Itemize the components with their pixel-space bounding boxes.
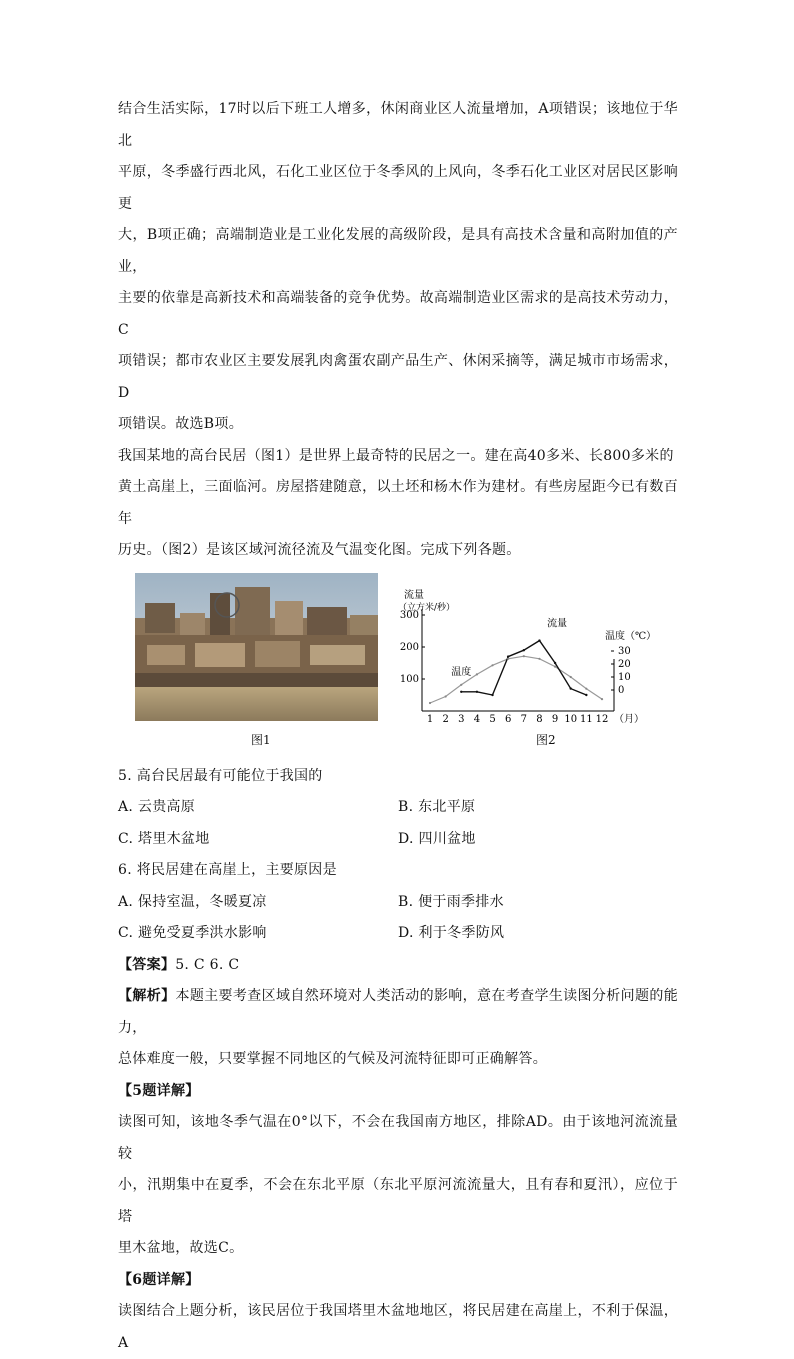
answer-tag: 【答案】 — [118, 956, 176, 973]
flow-point — [460, 690, 462, 692]
text-line: 项错误。故选B项。 — [118, 416, 243, 432]
text-line: 平原，冬季盛行西北风，石化工业区位于冬季风的上风向，冬季石化工业区对居民区影响更 — [118, 164, 678, 212]
q5-option-c: C. 塔里木盆地 — [118, 830, 210, 847]
q5-option-d: D. 四川盆地 — [398, 830, 476, 847]
q5-stem: 5. 高台民居最有可能位于我国的 — [118, 767, 323, 784]
text-line: 我国某地的高台民居（图1）是世界上最奇特的民居之一。建在高40多米、长800多米的 — [118, 447, 674, 464]
x-tick-label: 10 — [564, 713, 578, 725]
temperature-point — [491, 664, 493, 666]
ylabel-left-unit: （立方米/秒） — [398, 602, 456, 613]
flow-point — [538, 639, 540, 641]
ylabel-left: 流量 — [404, 589, 424, 601]
annotation-flow: 流量 — [547, 618, 568, 630]
temperature-point — [460, 683, 462, 685]
annotation-temperature: 温度 — [451, 666, 472, 678]
text-line: 主要的依靠是高新技术和高端装备的竞争优势。故高端制造业区需求的是高技术劳动力，C — [118, 290, 678, 338]
y-tick-label-right: 30 — [618, 645, 631, 657]
flow-point — [476, 690, 478, 692]
temperature-point — [445, 695, 447, 697]
x-tick-label: 1 — [426, 713, 434, 725]
x-axis-unit: （月） — [614, 713, 644, 725]
x-tick-label: 9 — [551, 713, 559, 725]
analysis-text: 本题主要考查区域自然环境对人类活动的影响，意在考查学生读图分析问题的能力， — [118, 988, 679, 1036]
y-tick-label-left: 200 — [399, 641, 419, 653]
q6-option-c: C. 避免受夏季洪水影响 — [118, 925, 267, 941]
text-line: 读图结合上题分析，该民居位于我国塔里木盆地地区，将民居建在高崖上，不利于保温，A — [118, 1303, 678, 1351]
text-line: 总体难度一般，只要掌握不同地区的气候及河流特征即可正确解答。 — [118, 1051, 547, 1067]
series-marks — [429, 616, 603, 704]
x-tick-label: 11 — [579, 713, 593, 725]
figures — [118, 571, 678, 761]
y-tick-label-left: 300 — [399, 609, 419, 621]
x-tick-label: 8 — [536, 713, 543, 725]
temperature-point — [476, 673, 478, 675]
flow-point — [507, 655, 509, 657]
axes — [400, 609, 644, 725]
text-line: 结合生活实际，17时以后下班工人增多，休闲商业区人流量增加，A项错误；该地位于华北 — [118, 101, 678, 149]
y-tick-label-right: 0 — [618, 684, 625, 696]
flow-point — [491, 693, 493, 695]
x-tick-label: 6 — [504, 713, 512, 725]
y-tick-label-left: 100 — [399, 673, 419, 685]
figure2-chart — [398, 589, 660, 729]
figure1-caption: 图1 — [251, 732, 271, 747]
flow-point — [570, 687, 572, 689]
q6-option-b: B. 便于雨季排水 — [398, 893, 504, 910]
figure1-photo — [135, 573, 378, 721]
x-tick-label: 3 — [458, 713, 465, 725]
figure2-caption: 图2 — [536, 732, 556, 747]
flow-point — [554, 661, 556, 663]
temperature-point — [554, 665, 556, 667]
q5-option-a: A. 云贵高原 — [118, 799, 196, 815]
temperature-point — [570, 675, 572, 677]
temperature-point — [585, 687, 587, 689]
q6-stem: 6. 将民居建在高崖上，主要原因是 — [118, 862, 337, 878]
q6-option-d: D. 利于冬季防风 — [398, 925, 505, 941]
temperature-point — [538, 657, 540, 659]
temperature-point — [523, 655, 525, 657]
series-line-flow — [461, 640, 586, 694]
x-tick-label: 12 — [595, 713, 609, 725]
document-body — [118, 94, 678, 1359]
flow-point — [585, 693, 587, 695]
detail5-tag: 【5题详解】 — [118, 1082, 200, 1099]
x-tick-label: 2 — [442, 713, 449, 725]
text-line: 项错误；都市农业区主要发展乳肉禽蛋农副产品生产、休闲采摘等，满足城市市场需求，D — [118, 353, 678, 401]
series-line-temperature — [430, 656, 602, 703]
analysis-line — [118, 981, 678, 1044]
text-line: 历史。（图2）是该区域河流径流及气温变化图。完成下列各题。 — [118, 542, 521, 558]
x-tick-label: 7 — [520, 713, 528, 725]
text-line: 读图可知，该地冬季气温在0°以下，不会在我国南方地区，排除AD。由于该地河流流量较 — [118, 1114, 678, 1162]
temperature-point — [429, 701, 431, 703]
y-tick-label-right: 20 — [618, 658, 631, 670]
x-tick-label: 5 — [489, 713, 496, 725]
text-line: 黄土高崖上，三面临河。房屋搭建随意，以土坯和杨木作为建材。有些房屋距今已有数百年 — [118, 479, 678, 527]
q6-option-a: A. 保持室温，冬暖夏凉 — [118, 893, 267, 910]
temperature-point — [507, 657, 509, 659]
q5-option-b: B. 东北平原 — [398, 799, 476, 815]
ylabel-right: 温度（℃） — [605, 630, 657, 642]
analysis-tag: 【解析】 — [118, 988, 176, 1004]
temperature-point — [601, 698, 603, 700]
flow-point — [523, 649, 525, 651]
text-line: 大，B项正确；高端制造业是工业化发展的高级阶段，是具有高技术含量和高附加值的产业， — [118, 227, 678, 275]
answer-text: 5. C 6. C — [175, 956, 240, 973]
text-line: 里木盆地，故选C。 — [118, 1240, 244, 1256]
detail6-tag: 【6题详解】 — [118, 1271, 200, 1288]
y-tick-label-right: 10 — [618, 671, 631, 683]
answer-line — [118, 950, 678, 982]
x-tick-label: 4 — [473, 713, 481, 725]
text-line: 小，汛期集中在夏季，不会在东北平原（东北平原河流流量大，且有春和夏汛），应位于塔 — [118, 1177, 678, 1225]
